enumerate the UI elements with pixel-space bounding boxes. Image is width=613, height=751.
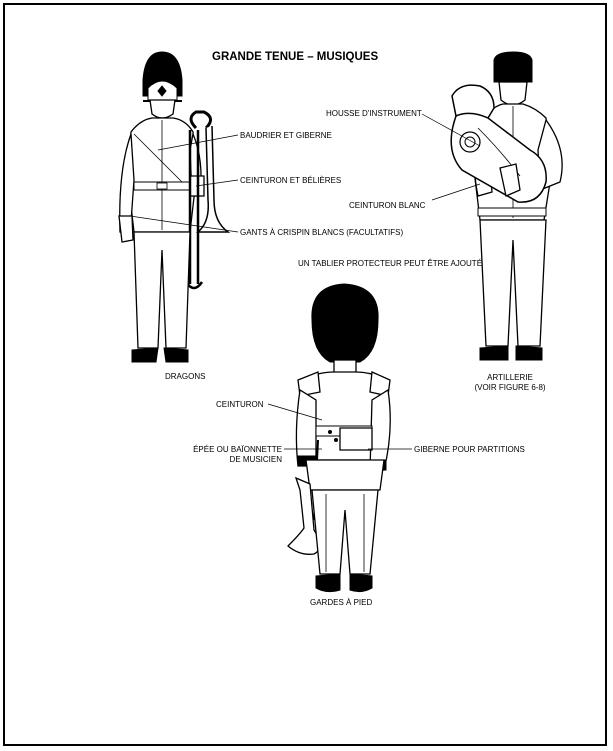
label-ceinturon: CEINTURON <box>216 400 264 409</box>
label-dragons: DRAGONS <box>165 372 206 381</box>
gardes-figure <box>288 284 390 592</box>
label-epee-block <box>186 445 282 465</box>
dragons-figure <box>119 52 228 362</box>
artillerie-figure <box>451 52 562 360</box>
label-ceinturon-blanc: CEINTURON BLANC <box>349 201 426 210</box>
label-artillerie-block <box>470 373 550 393</box>
label-baudrier: BAUDRIER ET GIBERNE <box>240 131 332 140</box>
label-ceinturon-belieres: CEINTURON ET BÉLIÈRES <box>240 176 342 185</box>
label-artillerie-ref: (VOIR FIGURE 6-8) <box>474 383 546 392</box>
label-gants: GANTS À CRISPIN BLANCS (FACULTATIFS) <box>240 228 404 237</box>
label-epee-line1: ÉPÉE OU BAÏONNETTE <box>193 445 282 454</box>
label-housse: HOUSSE D'INSTRUMENT <box>326 109 422 118</box>
label-artillerie: ARTILLERIE <box>487 373 533 382</box>
label-epee-line2: DE MUSICIEN <box>229 455 282 464</box>
label-giberne-partitions: GIBERNE POUR PARTITIONS <box>414 445 525 454</box>
label-tablier: UN TABLIER PROTECTEUR PEUT ÊTRE AJOUTÉ <box>298 259 483 268</box>
label-gardes: GARDES À PIED <box>310 598 373 607</box>
diagram-title: GRANDE TENUE – MUSIQUES <box>212 51 379 63</box>
